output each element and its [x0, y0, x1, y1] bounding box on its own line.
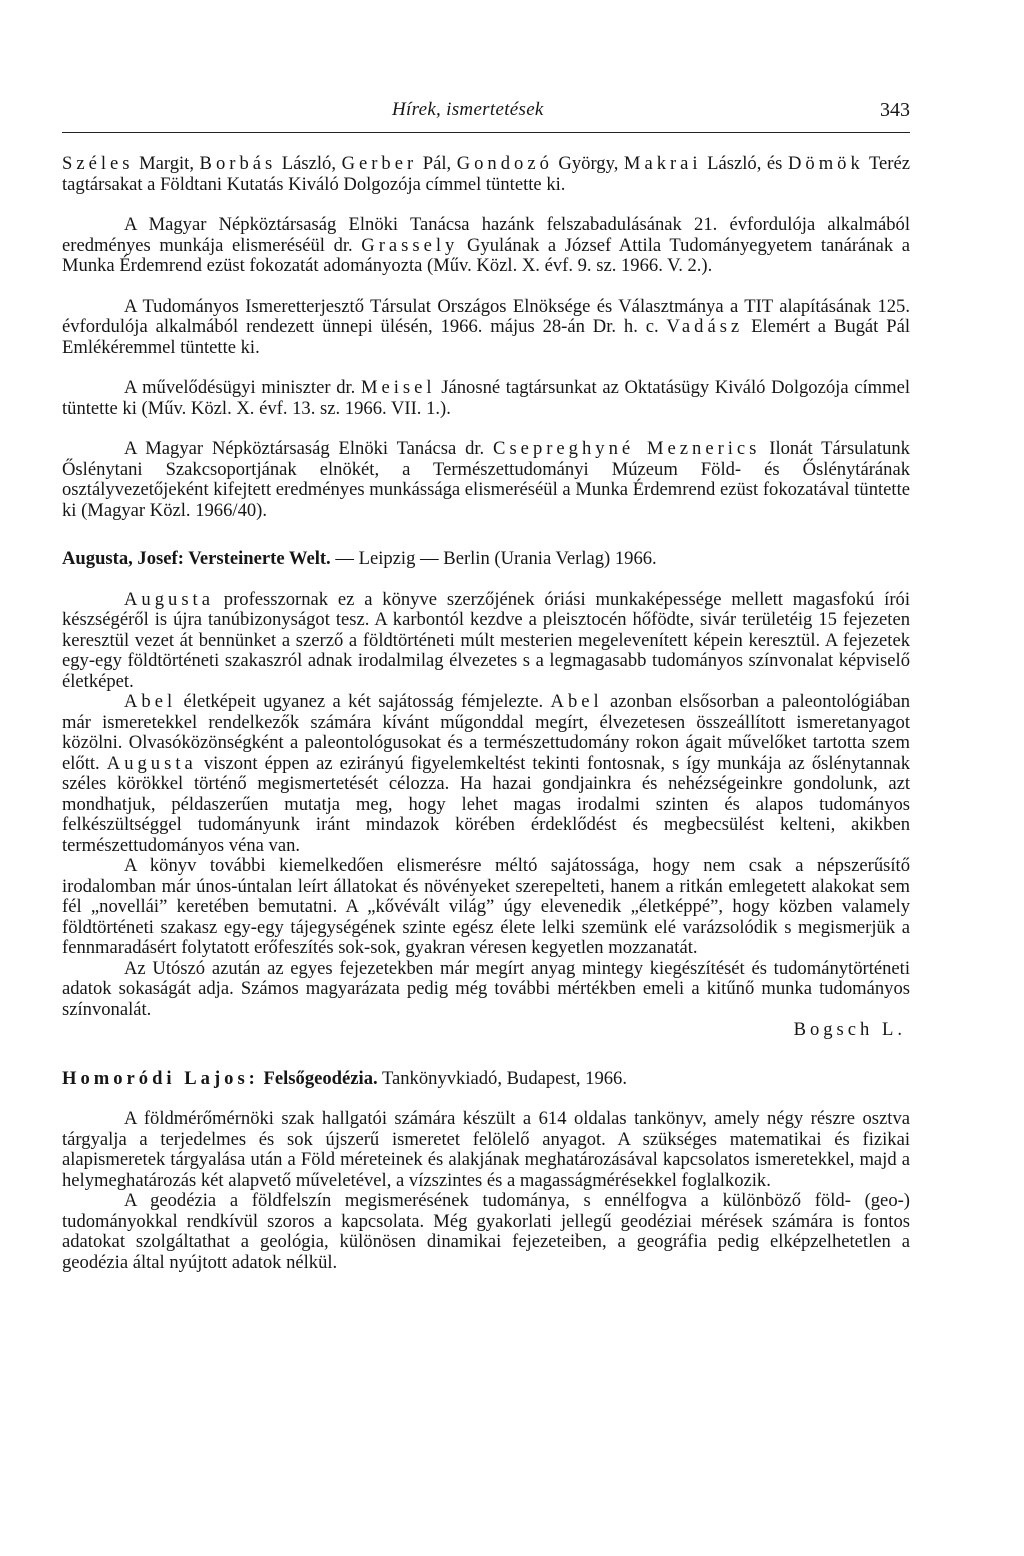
person-name: Dömök — [787, 153, 864, 174]
person-name: Grassely — [361, 234, 459, 256]
review-heading-augusta: Augusta, Josef: Versteinerte Welt. — Leipzig — Berlin (Urania Verlag) 1966. — [62, 548, 657, 569]
reviewer-signature: Bogsch L. — [793, 1019, 906, 1040]
news-paragraph-meisel: A művelődésügyi miniszter dr. Meisel Jánosné tagtársunkat az Oktatásügy Kiváló Dolgozója címmel tüntette ki (Műv. Közl. X. évf. 13. sz. 1966. VII. 1.). — [62, 377, 910, 419]
review-paragraph: A geodézia a földfelszín megismerésének tudománya, s ennélfogva a különböző föld- (geo-) tudományokkal rendkívül szoros a kapcsolata. Még gyakorlati jellegű geodéziai mérések számára is fontos adatokat szolgáltathat a geológia, különösen dinamikai fejezeteiben, a geográfia pedig elképzelhetetlen a geodézia által nyújtott adatok nélkül. — [62, 1190, 910, 1273]
news-paragraph-vadasz: A Tudományos Ismeretterjesztő Társulat Országos Elnöksége és Választmánya a TIT alapításának 125. évfordulója alkalmából rendezett ünnepi ülésén, 1966. május 28-án Dr. h. c. Vadász Elemért a Bugát Pál Emlékéremmel tüntette ki. — [62, 295, 910, 358]
page-number: 343 — [880, 99, 910, 121]
review-paragraph: A földmérőmérnöki szak hallgatói számára készült a 614 oldalas tankönyv, amely négy részre osztva tárgyalja a terjedelmes és sok újszerű ismeretet felölelő anyagot. A szükséges matematikai és fizikai alapismeretek tárgyalása után a Föld méreteinek és alakjának meghatározásával kapcsolatos ismeretekkel, majd a helymeghatározás két alapvető műveletével, a vízszintes és a magasságmérésekkel foglalkozik. — [62, 1108, 910, 1191]
person-name: Borbás — [199, 153, 277, 174]
person-name: Széles — [62, 153, 134, 174]
review-book-title: Felsőgeodézia. — [258, 1067, 378, 1089]
person-name: Abel — [550, 691, 603, 712]
person-name: Gondozó — [456, 153, 553, 174]
person-name: Abel — [124, 691, 177, 712]
person-name: Augusta — [124, 588, 214, 610]
news-paragraph-meznerics: A Magyar Népköztársaság Elnöki Tanácsa dr. Csepreghyné Meznerics Ilonát Társulatunk Őslénytani Szakcsoportjának elnökét, a Természettudományi Múzeum Föld- és Őslénytárának osztályvezetőjeként kifejtett eredményes munkássága elismeréséül a Munka Érdemrend ezüst fokozatával tüntette ki (Magyar Közl. 1966/40). — [62, 438, 910, 521]
review-author: Homoródi Lajos: — [62, 1067, 259, 1089]
review-heading-homorodi: Homoródi Lajos: Felsőgeodézia. Tankönyvkiadó, Budapest, 1966. — [62, 1067, 627, 1089]
person-name: Augusta — [106, 752, 197, 774]
section-title: Hírek, ismertetések — [392, 99, 544, 120]
review-paragraph: Abel életképeit ugyanez a két sajátosság fémjelezte. Abel azonban elsősorban a paleontológiában már ismeretekkel rendelkezők számára kívánt műgonddal megírt, élvezetesen összeállított ismeretanyagot közölni. Olvasóközönségként a paleontológusokat és a természettudomány rokon ágait művelőket tartotta szem előtt. Augusta viszont éppen az ezirányú figyelemkeltést tekinti fontosnak, s így munkája az őslénytannak széles körökkel történő megismertetését célozza. Ha hazai gondjainkra és nehézségeinkre gondolunk, azt mondhatjuk, példaszerűen mutatja meg, hogy lehet magas irodalmi szinten és alapos tudományos felkészültséggel tudományunk iránt mindazok körében érdeklődést és megbecsülést kelteni, akikben természettudományos véna van. — [62, 691, 910, 856]
person-name: Vadász — [666, 316, 744, 337]
page-body — [62, 154, 910, 1273]
person-name: Csepreghyné Meznerics — [493, 438, 761, 459]
review-paragraph: A könyv további kiemelkedően elismerésre méltó sajátossága, hogy nem csak a népszerűsítő irodalomban már únos-úntalan leírt állatokat és növényeket szerepelteti, hanem a ritkán emlegetett alakokat sem fél „novellái” keretében bemutatni. A „kővévált világ” úgy elevenedik „életképpé”, hogy közben valamely földtörténeti szakasz egy-egy tájegységének szinte egész élete lelki szemünk elé varázsolódik s megismerjük a fennmaradásért folytatott erőfeszítés sok-sok, gyakran véresen kegyetlen mozzanatát. — [62, 855, 910, 958]
person-name: Makrai — [623, 153, 702, 174]
news-paragraph-awards: Széles Margit, Borbás László, Gerber Pál, Gondozó György, Makrai László, és Dömök Teréz tagtársakat a Földtani Kutatás Kiváló Dolgozója címmel tüntette ki. — [62, 153, 910, 195]
review-book-title: Augusta, Josef: Versteinerte Welt. — [62, 548, 331, 569]
running-header — [62, 96, 910, 133]
person-name: Gerber — [341, 153, 418, 174]
news-paragraph-grassely: A Magyar Népköztársaság Elnöki Tanácsa hazánk felszabadulásának 21. évfordulója alkalmából eredményes munkája elismeréséül dr. Grassely Gyulának a József Attila Tudományegyetem tanárának a Munka Érdemrend ezüst fokozatát adományozta (Műv. Közl. X. évf. 9. sz. 1966. V. 2.). — [62, 214, 910, 276]
review-paragraph: Az Utószó azután az egyes fejezetekben már megírt anyag mintegy kiegészítését és tudománytörténeti adatok sokaságát adja. Számos magyarázata pedig még további mértékben emeli a kitűnő munka tudományos színvonalát. — [62, 957, 910, 1020]
person-name: Meisel — [360, 377, 436, 398]
review-paragraph: Augusta professzornak ez a könyve szerzőjének óriási munkaképessége mellett magasfokú írói készségéről is újra tanúbizonyságot tesz. A karbontól kezdve a pleisztocén hőfödte, sivár területéig 15 fejezeten keresztül vezet át bennünket a szerző a földtörténeti múlt mesterien megelevenített képein keresztül. A fejezetek egy-egy földtörténeti szakaszról adnak irodalmilag élvezetes s a legmagasabb tudományos színvonalat képviselő életképet. — [62, 588, 910, 692]
